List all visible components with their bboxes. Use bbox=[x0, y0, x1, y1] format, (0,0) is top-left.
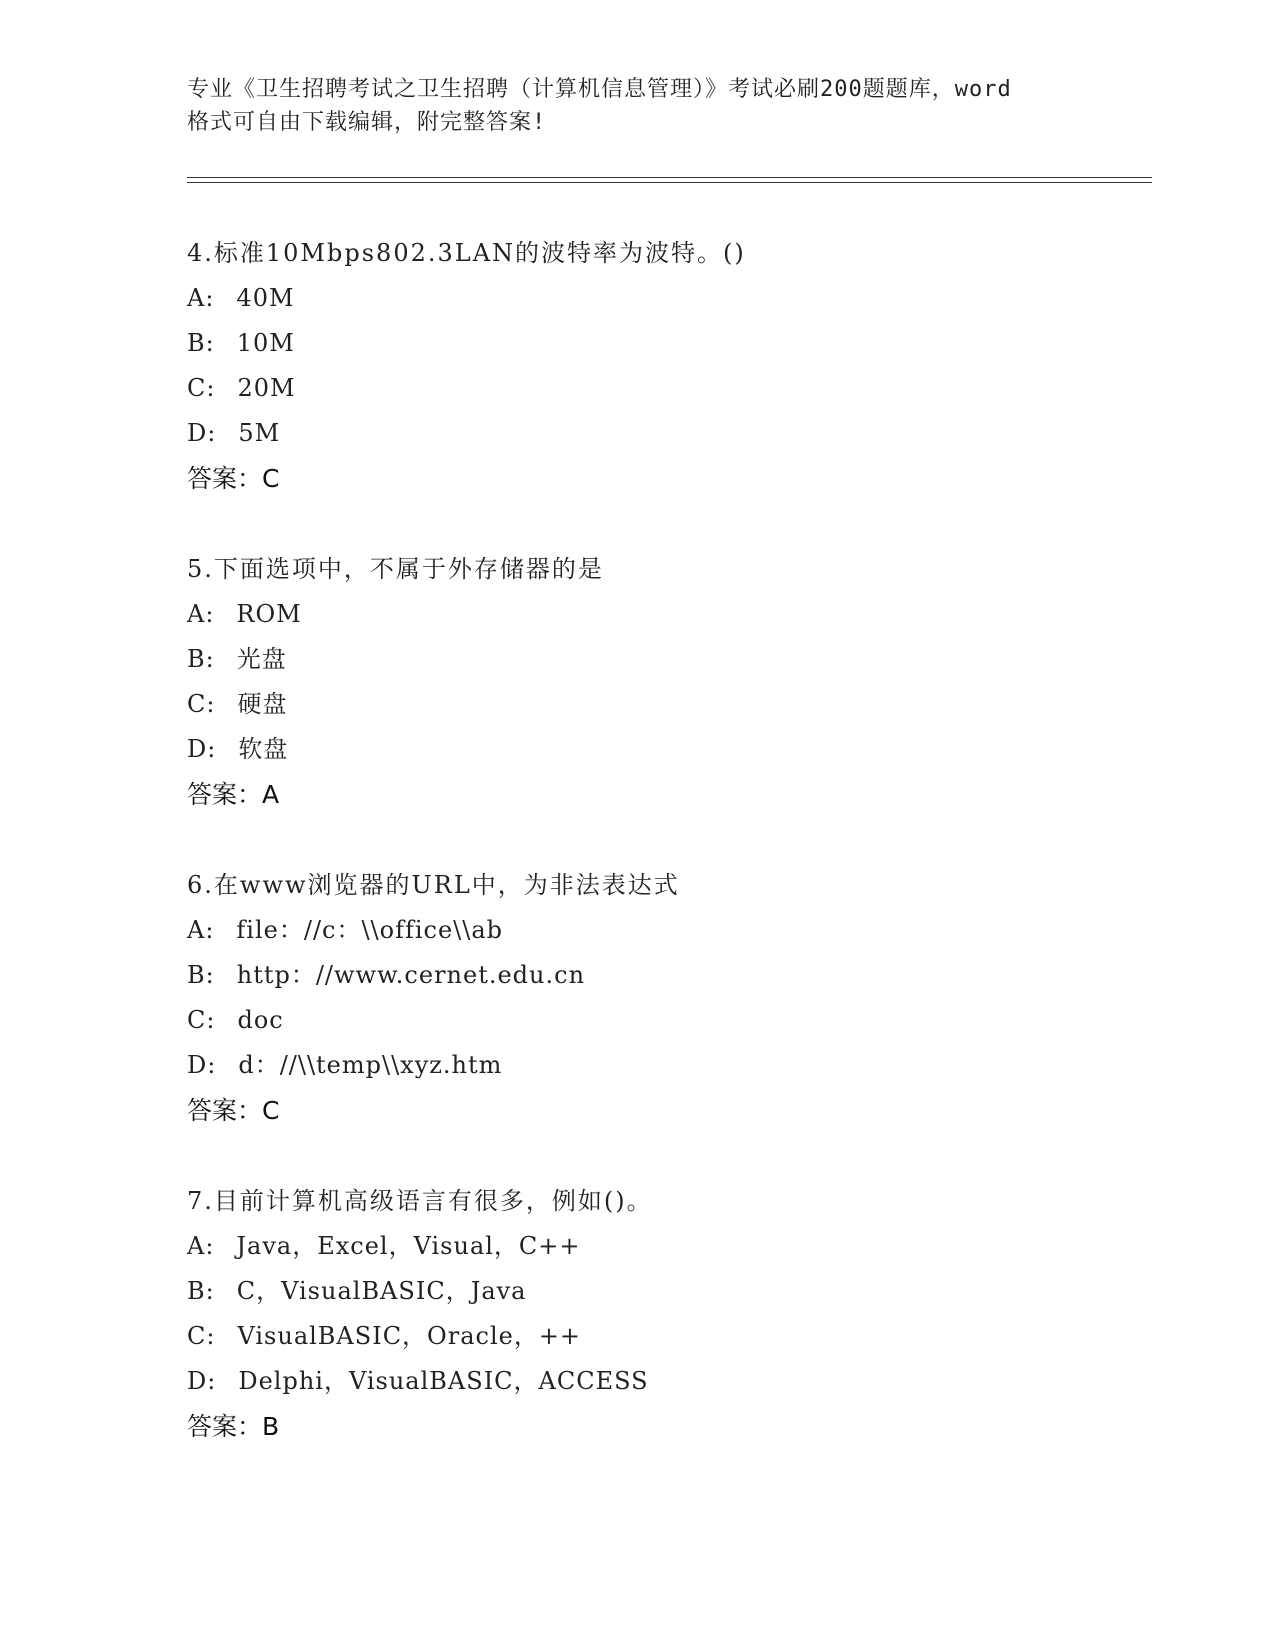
question-stem: 5.下面选项中，不属于外存储器的是 bbox=[187, 555, 604, 583]
answer-line bbox=[187, 1404, 1137, 1449]
option-c bbox=[187, 682, 1137, 727]
option-letter: C: bbox=[187, 1006, 216, 1034]
option-text: 软盘 bbox=[238, 735, 289, 763]
option-letter: B: bbox=[187, 1277, 215, 1305]
option-a bbox=[187, 1224, 1137, 1269]
question-5 bbox=[187, 547, 1137, 817]
option-text: ROM bbox=[236, 600, 302, 628]
answer-value: B bbox=[262, 1412, 280, 1441]
option-text: 20M bbox=[237, 374, 296, 402]
option-text: 5M bbox=[238, 419, 281, 447]
option-a bbox=[187, 908, 1137, 953]
option-letter: C: bbox=[187, 690, 216, 718]
header-line-1: 专业《卫生招聘考试之卫生招聘（计算机信息管理）》考试必刷200题题库，word bbox=[187, 77, 1012, 102]
question-stem: 6.在www浏览器的URL中，为非法表达式 bbox=[187, 871, 680, 899]
answer-label: 答案： bbox=[187, 1412, 263, 1441]
answer-value: C bbox=[262, 464, 280, 493]
option-text: file：//c：\\office\\ab bbox=[236, 916, 504, 944]
option-text: d：//\\temp\\xyz.htm bbox=[238, 1051, 503, 1079]
answer-value: C bbox=[262, 1096, 280, 1125]
question-stem: 7.目前计算机高级语言有很多，例如()。 bbox=[187, 1187, 653, 1215]
answer-line bbox=[187, 772, 1137, 817]
option-letter: D: bbox=[187, 1367, 217, 1395]
option-letter: B: bbox=[187, 329, 215, 357]
option-d bbox=[187, 1359, 1137, 1404]
option-d bbox=[187, 1043, 1137, 1088]
option-letter: C: bbox=[187, 374, 216, 402]
option-letter: D: bbox=[187, 1051, 217, 1079]
option-d bbox=[187, 727, 1137, 772]
option-text: VisualBASIC，Oracle，++ bbox=[237, 1322, 582, 1350]
option-letter: B: bbox=[187, 645, 215, 673]
question-4 bbox=[187, 231, 1137, 501]
option-text: 10M bbox=[236, 329, 295, 357]
document-header bbox=[187, 73, 1087, 139]
answer-value: A bbox=[262, 780, 280, 809]
answer-label: 答案： bbox=[187, 1096, 263, 1125]
option-letter: D: bbox=[187, 419, 217, 447]
answer-line bbox=[187, 1088, 1137, 1133]
option-text: 40M bbox=[236, 284, 295, 312]
option-a bbox=[187, 592, 1137, 637]
header-divider-top bbox=[187, 177, 1152, 178]
question-7 bbox=[187, 1179, 1137, 1449]
option-c bbox=[187, 998, 1137, 1043]
option-text: C，VisualBASIC，Java bbox=[236, 1277, 527, 1305]
option-letter: C: bbox=[187, 1322, 216, 1350]
option-text: Java，Excel，Visual，C++ bbox=[236, 1232, 581, 1260]
answer-label: 答案： bbox=[187, 780, 263, 809]
option-letter: D: bbox=[187, 735, 217, 763]
option-c bbox=[187, 1314, 1137, 1359]
header-divider-bottom bbox=[187, 182, 1152, 183]
option-letter: A: bbox=[187, 600, 215, 628]
option-letter: A: bbox=[187, 1232, 215, 1260]
answer-line bbox=[187, 456, 1137, 501]
option-text: 光盘 bbox=[236, 645, 287, 673]
question-6 bbox=[187, 863, 1137, 1133]
option-text: 硬盘 bbox=[237, 690, 288, 718]
option-letter: A: bbox=[187, 284, 215, 312]
option-a bbox=[187, 276, 1137, 321]
option-text: Delphi，VisualBASIC，ACCESS bbox=[238, 1367, 649, 1395]
option-c bbox=[187, 366, 1137, 411]
question-stem: 4.标准10Mbps802.3LAN的波特率为波特。() bbox=[187, 239, 746, 267]
option-b bbox=[187, 321, 1137, 366]
header-line-2: 格式可自由下载编辑，附完整答案! bbox=[187, 110, 547, 135]
option-letter: B: bbox=[187, 961, 215, 989]
answer-label: 答案： bbox=[187, 464, 263, 493]
option-b bbox=[187, 953, 1137, 998]
option-d bbox=[187, 411, 1137, 456]
option-text: http：//www.cernet.edu.cn bbox=[236, 961, 586, 989]
option-letter: A: bbox=[187, 916, 215, 944]
option-b bbox=[187, 1269, 1137, 1314]
option-b bbox=[187, 637, 1137, 682]
option-text: doc bbox=[237, 1006, 284, 1034]
